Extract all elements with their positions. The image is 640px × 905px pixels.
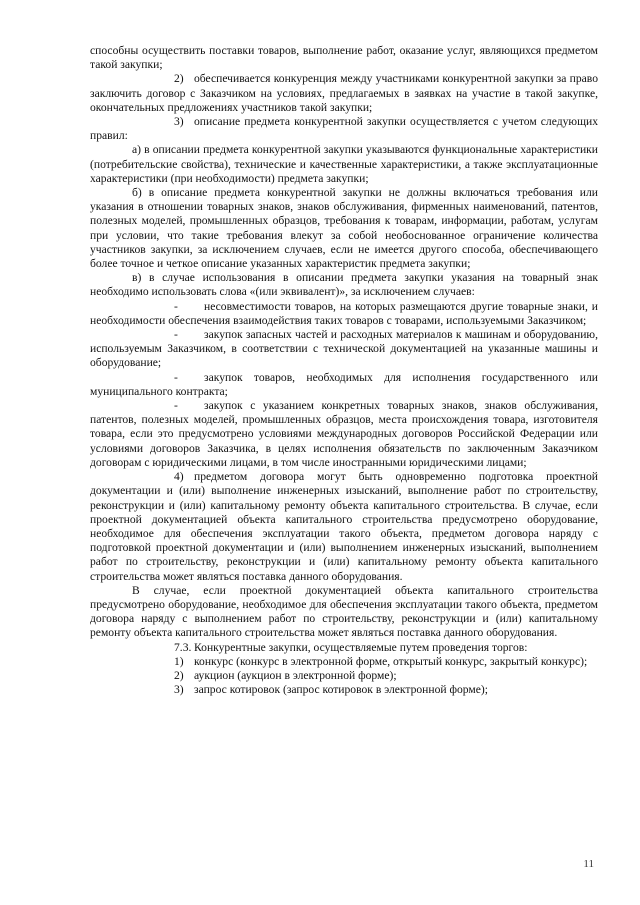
paragraph: 3) запрос котировок (запрос котировок в электронной форме); [90,683,598,697]
list-marker: 2) [174,668,184,682]
paragraph: - закупок с указанием конкретных товарных знаков, знаков обслуживания, патентов, полезных моделей, промышленных образцов, места происхождения товара, изготовителя товара, если это предусмотрено условиями международных договоров Российской Федерации или условиями договоров Заказчика, в целях исполнения обязательств по заключенным Заказчиком договорам с юридическими лицами, в том числе иностранными юридическими лицами; [90,399,598,469]
list-marker: - [174,399,178,413]
list-marker: 2) [174,72,184,86]
list-marker: 3) [174,683,184,697]
list-marker: - [174,299,178,313]
paragraph: 3) описание предмета конкурентной закупки осуществляется с учетом следующих правил: [90,115,598,143]
paragraph: 7.3. Конкурентные закупки, осуществляемые путем проведения торгов: [90,641,598,655]
paragraph: - закупок товаров, необходимых для исполнения государственного или муниципального контракта; [90,370,598,398]
paragraph: - несовместимости товаров, на которых размещаются другие товарные знаки, и необходимости обеспечения взаимодействия таких товаров с товарами, используемыми Заказчиком; [90,299,598,327]
paragraph: 2) аукцион (аукцион в электронной форме); [90,669,598,683]
list-marker: 3) [174,115,184,129]
paragraph: - закупок запасных частей и расходных материалов к машинам и оборудованию, используемым Заказчиком, в соответствии с технической документацией на указанные машины и оборудование; [90,328,598,370]
document-body [90,44,598,697]
list-marker: 7.3. [174,640,192,654]
paragraph: а) в описании предмета конкурентной закупки указываются функциональные характеристики (потребительские свойства), технические и качественные характеристики, а также эксплуатационные характеристики (при необходимости) предмета закупки; [90,143,598,185]
list-marker: 1) [174,654,184,668]
paragraph: 4) предметом договора могут быть одновременно подготовка проектной документации и (или) выполнение инженерных изысканий, выполнение работ по строительству, реконструкции и (или) капитальному ремонту объекта капитального строительства. В случае, если проектной документацией объекта капитального строительства предусмотрено оборудование, необходимое для обеспечения эксплуатации такого объекта, предметом договора наряду с подготовкой проектной документации и (или) выполнением инженерных изысканий, выполнением работ по строительству, реконструкции и (или) капитальному ремонту объекта капитального строительства может являться поставка данного оборудования. [90,470,598,583]
paragraph: 2) обеспечивается конкуренция между участниками конкурентной закупки за право заключить договор с Заказчиком на условиях, предлагаемых в заявках на участие в такой закупке, окончательных предложениях участников такой закупки; [90,72,598,114]
list-marker: - [174,328,178,342]
paragraph: способны осуществить поставки товаров, выполнение работ, оказание услуг, являющихся предметом такой закупки; [90,44,598,72]
list-marker: 4) [174,470,184,484]
paragraph: В случае, если проектной документацией объекта капитального строительства предусмотрено оборудование, необходимое для обеспечения эксплуатации такого объекта, предметом договора наряду с выполнением работ по строительству, реконструкции и (или) капитальному ремонту объекта капитального строительства может являться поставка данного оборудования. [90,583,598,640]
page-number: 11 [583,858,594,870]
paragraph: 1) конкурс (конкурс в электронной форме, открытый конкурс, закрытый конкурс); [90,655,598,669]
list-marker: - [174,370,178,384]
paragraph: в) в случае использования в описании предмета закупки указания на товарный знак необходимо использовать слова «(или эквивалент)», за исключением случаев: [90,271,598,299]
paragraph: б) в описание предмета конкурентной закупки не должны включаться требования или указания в отношении товарных знаков, знаков обслуживания, фирменных наименований, патентов, полезных моделей, промышленных образцов, требования к товарам, информации, работам, услугам при условии, что такие требования влекут за собой необоснованное ограничение количества участников закупки, за исключением случаев, если не имеется другого способа, обеспечивающего более точное и четкое описание указанных характеристик предмета закупки; [90,186,598,271]
